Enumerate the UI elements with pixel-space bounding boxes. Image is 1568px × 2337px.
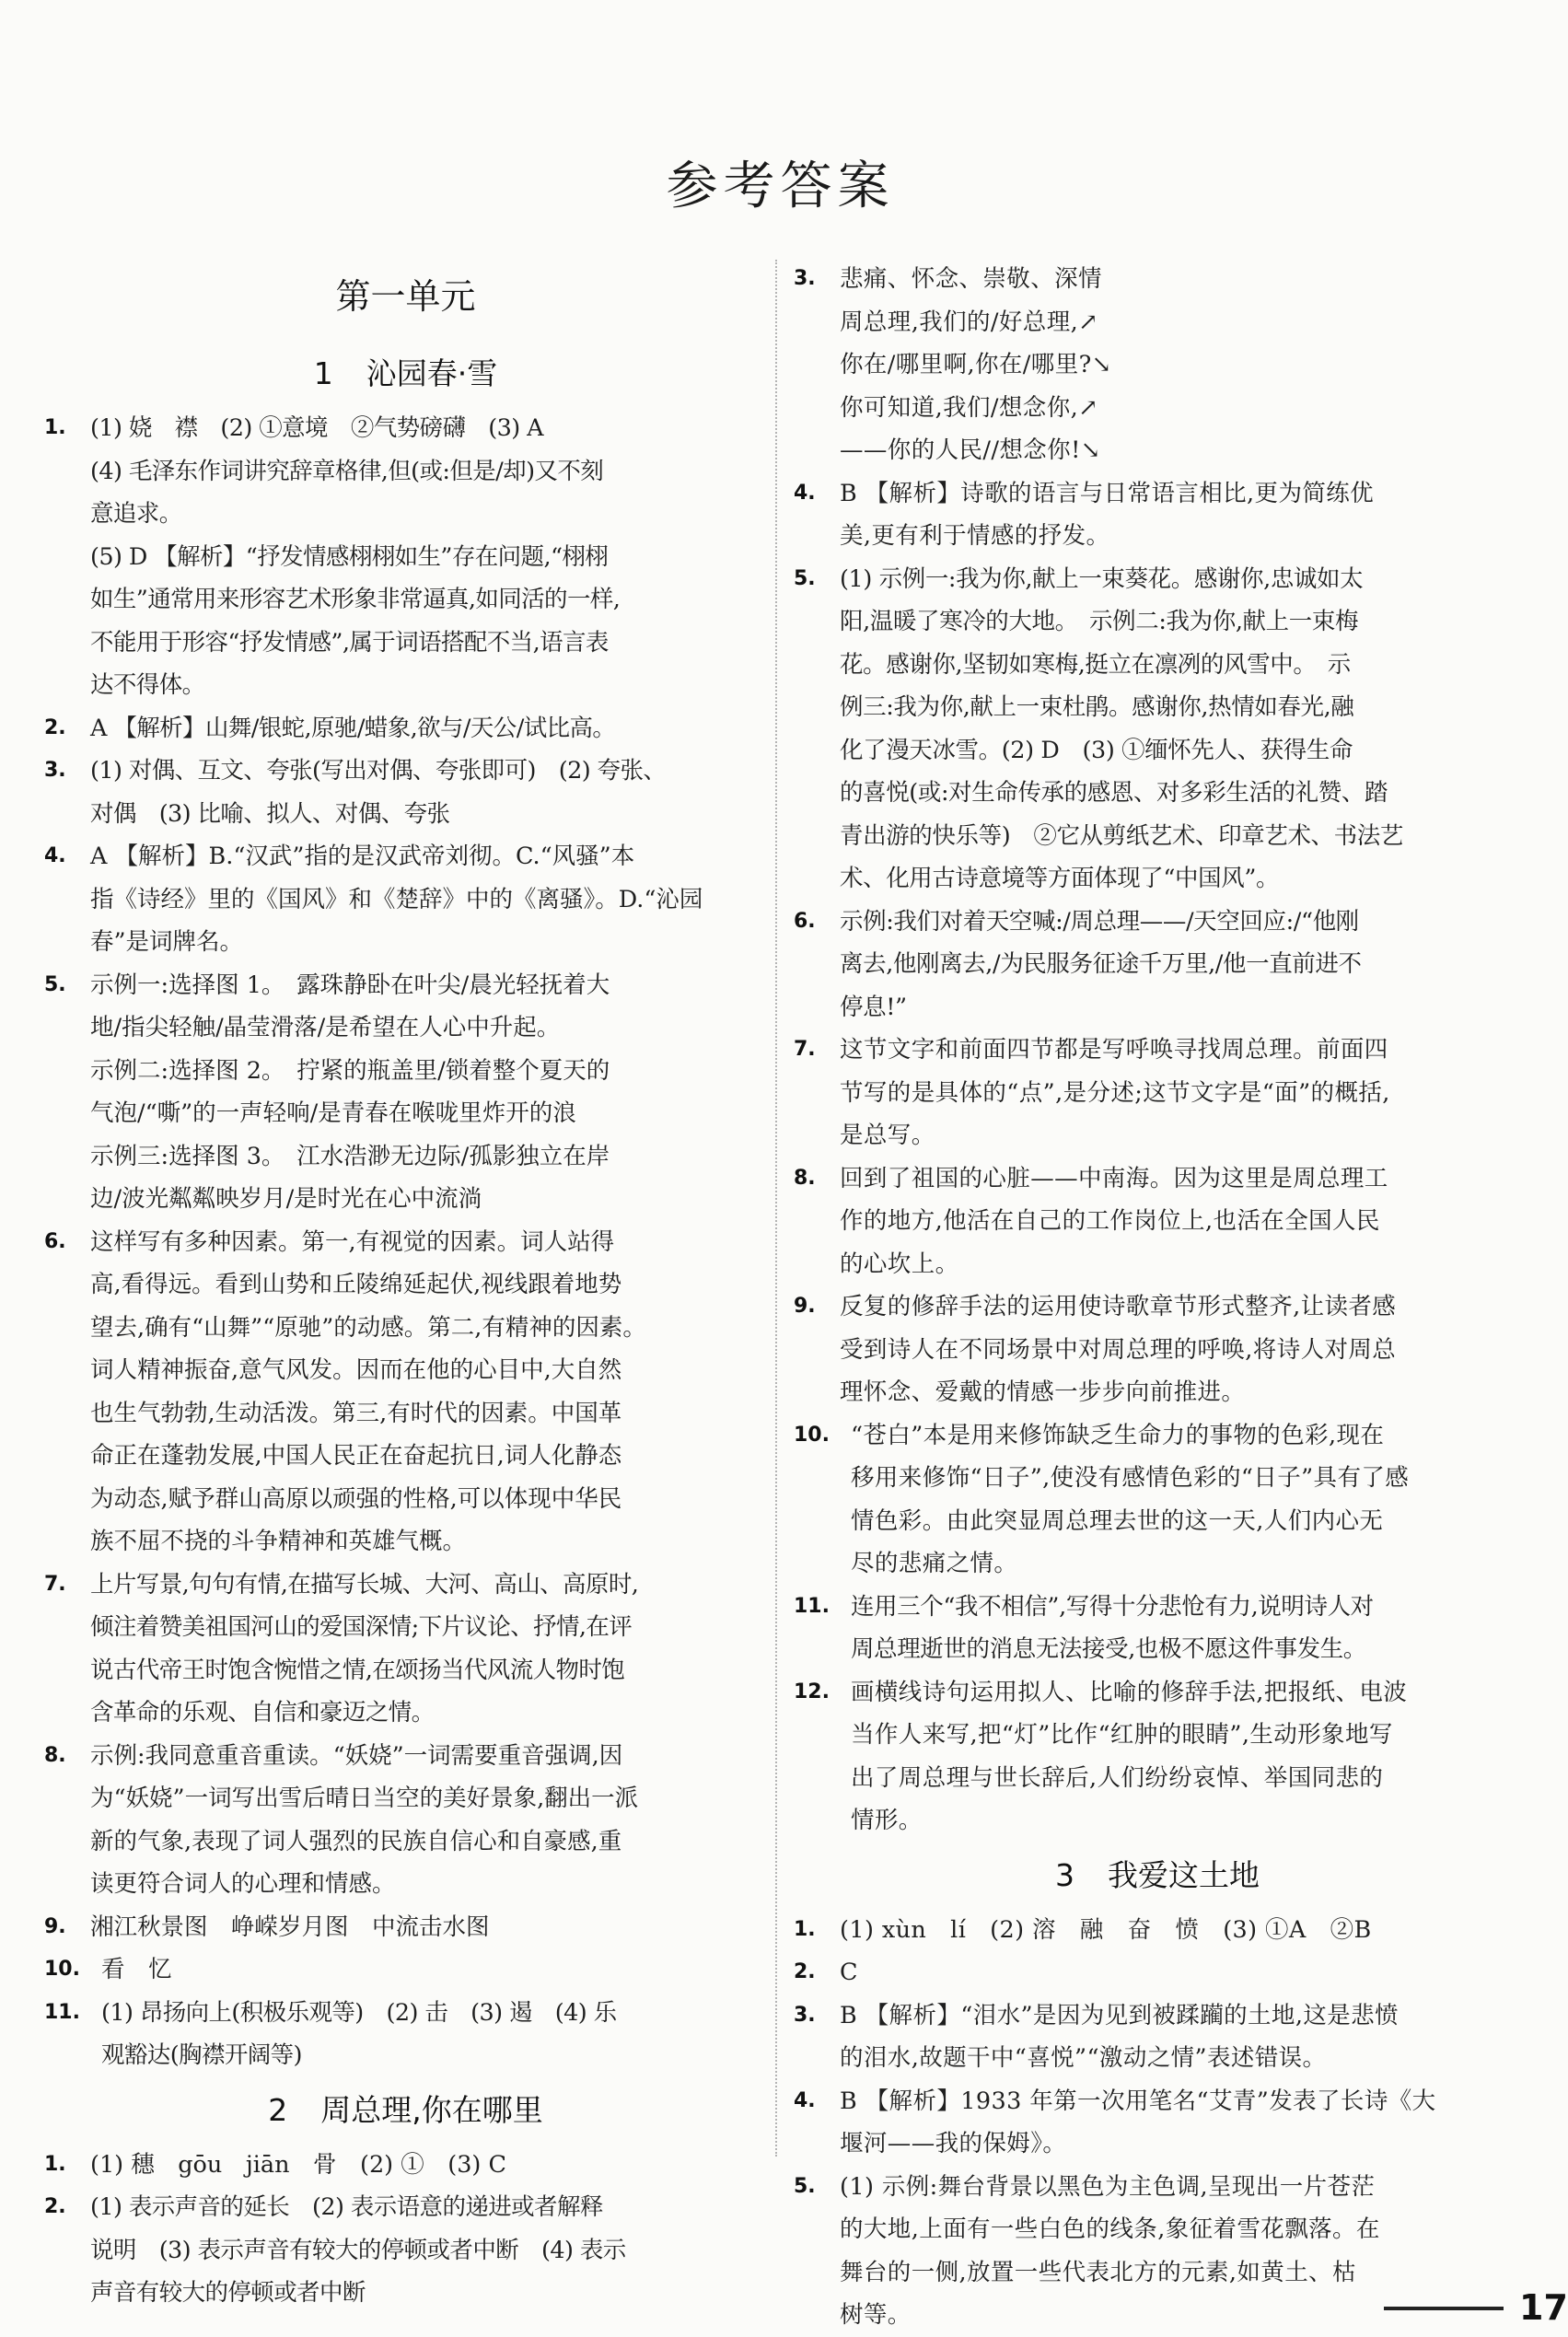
lesson-number: 3: [1055, 1856, 1074, 1893]
answer-item: [794, 558, 1521, 901]
answer-line: 你在/哪里啊,你在/哪里?↘: [840, 351, 1112, 378]
answer-text: [90, 1906, 767, 1949]
answer-line: 的泪水,故题干中“喜悦”“激动之情”表述错误。: [840, 2044, 1327, 2072]
answer-line: (1) 示例一:我为你,献上一束葵花。感谢你,忠诚如太: [840, 564, 1364, 593]
answer-line: 你可知道,我们/想念你,↗: [840, 393, 1098, 422]
answer-line: 如生”通常用来形容艺术形象非常逼真,如同活的一样,: [90, 586, 621, 613]
answer-line: 示例:我同意重音重读。“妖娆”一词需要重音强调,因: [90, 1741, 623, 1770]
answer-line: 为“妖娆”一词写出雪后晴日当空的美好景象,翻出一派: [90, 1785, 639, 1812]
answer-line: 命正在蓬勃发展,中国人民正在奋起抗日,词人化静态: [90, 1442, 622, 1470]
answer-text: [840, 1157, 1521, 1286]
answer-item: [44, 1564, 767, 1735]
answer-text: [840, 2166, 1521, 2337]
answer-text: [840, 558, 1521, 901]
page-number: 17: [1519, 2287, 1568, 2328]
answer-line: (4) 毛泽东作词讲究辞章格律,但(或:但是/却)又不刻: [90, 457, 604, 485]
answer-number: 3.: [794, 267, 816, 290]
answer-item: [44, 2186, 767, 2315]
answer-line: A 【解析】山舞/银蛇,原驰/蜡象,欲与/天公/试比高。: [90, 714, 616, 742]
answer-line: B 【解析】1933 年第一次用笔名“艾青”发表了长诗《大: [840, 2087, 1436, 2115]
answer-number: 1.: [44, 2152, 66, 2176]
answer-number: 3.: [44, 759, 66, 782]
answer-line: B 【解析】“泪水”是因为见到被蹂躏的土地,这是悲愤: [840, 2001, 1399, 2029]
answer-line: 停息!”: [840, 993, 907, 1021]
answer-line: ——你的人民//想念你!↘: [840, 436, 1101, 464]
answer-text: [90, 1735, 767, 1906]
answer-line: 上片写景,句句有情,在描写长城、大河、高山、高原时,: [90, 1570, 639, 1599]
answer-number: 2.: [44, 2195, 66, 2218]
answer-line: 美,更有利于情感的抒发。: [840, 522, 1110, 550]
answer-line: 示例:我们对着天空喊:/周总理——/天空回应:/“他刚: [840, 907, 1359, 936]
answer-line: 不能用于形容“抒发情感”,属于词语搭配不当,语言表: [90, 628, 609, 657]
answer-number: 1.: [44, 416, 66, 439]
answer-line: 化了漫天冰雪。(2) D (3) ①缅怀先人、获得生命: [840, 736, 1353, 764]
answer-item: [44, 2144, 767, 2187]
answer-number: 11.: [44, 2000, 80, 2024]
answer-line: 节写的是具体的“点”,是分述;这节文字是“面”的概括,: [840, 1078, 1390, 1107]
answer-number: 4.: [44, 844, 66, 867]
answer-text: [90, 835, 767, 964]
answer-line: 青出游的快乐等) ②它从剪纸艺术、印章艺术、书法艺: [840, 821, 1403, 850]
answer-line: 出了周总理与世长辞后,人们纷纷哀悼、举国同悲的: [851, 1763, 1384, 1792]
answer-item: [44, 1735, 767, 1906]
answer-text: [851, 1671, 1521, 1843]
answer-line: 尽的悲痛之情。: [851, 1550, 1018, 1577]
answer-item: [44, 1906, 767, 1949]
answer-item: [794, 1414, 1521, 1586]
answer-line: “苍白”本是用来修饰缺乏生命力的事物的色彩,现在: [851, 1421, 1385, 1449]
answer-line: 看 忆: [101, 1956, 172, 1983]
answer-item: [794, 1586, 1521, 1671]
answer-line: (1) 对偶、互文、夸张(写出对偶、夸张即可) (2) 夸张、: [90, 757, 667, 785]
answer-line: 族不屈不挠的斗争精神和英雄气概。: [90, 1528, 467, 1555]
answer-item: [794, 1157, 1521, 1286]
answer-line: 气泡/“嘶”的一声轻响/是青春在喉咙里炸开的浪: [90, 1099, 576, 1127]
answer-number: 3.: [794, 2003, 816, 2027]
answer-item: [44, 407, 767, 707]
answer-item: [44, 1221, 767, 1564]
answer-text: [90, 2144, 767, 2187]
answer-item: [44, 835, 767, 964]
answer-text: [90, 964, 767, 1221]
answer-line: 也生气勃勃,生动活泼。第三,有时代的因素。中国革: [90, 1399, 622, 1427]
answer-line: 堰河——我的保姆》。: [840, 2130, 1067, 2157]
answer-item: [794, 1951, 1521, 1994]
answer-line: 示例一:选择图 1。 露珠静卧在叶尖/晨光轻抚着大: [90, 971, 610, 999]
answer-text: [90, 1221, 767, 1564]
answer-item: [794, 901, 1521, 1029]
answer-item: [44, 964, 767, 1221]
answer-item: [794, 2080, 1521, 2166]
answer-line: 这节文字和前面四节都是写呼唤寻找周总理。前面四: [840, 1036, 1388, 1064]
answer-number: 4.: [794, 481, 816, 505]
answer-number: 2.: [44, 715, 66, 739]
answer-line: 地/指尖轻触/晶莹滑落/是希望在人心中升起。: [90, 1014, 561, 1041]
answer-line: 边/波光粼粼映岁月/是时光在心中流淌: [90, 1185, 482, 1213]
answer-item: [44, 750, 767, 835]
answer-line: 这样写有多种因素。第一,有视觉的因素。词人站得: [90, 1227, 615, 1256]
answer-item: [794, 1994, 1521, 2080]
answer-item: [794, 1671, 1521, 1843]
answer-text: [840, 1029, 1521, 1157]
answer-line: (1) 示例:舞台背景以黑色为主色调,呈现出一片苍茫: [840, 2172, 1376, 2201]
answer-line: 舞台的一侧,放置一些代表北方的元素,如黄土、枯: [840, 2258, 1356, 2286]
answer-line: 回到了祖国的心脏——中南海。因为这里是周总理工: [840, 1164, 1388, 1192]
column-divider: [775, 260, 777, 2157]
answer-text: [840, 1951, 1521, 1994]
answer-line: 示例二:选择图 2。 拧紧的瓶盖里/锁着整个夏天的: [90, 1056, 610, 1085]
answer-text: [840, 1909, 1521, 1952]
lesson-number: 1: [313, 355, 333, 391]
answer-text: [101, 1948, 767, 1992]
answer-text: [101, 1992, 767, 2077]
answer-text: [840, 258, 1521, 472]
answer-line: 指《诗经》里的《国风》和《楚辞》中的《离骚》。D.“沁园: [90, 885, 703, 913]
answer-line: 声音有较大的停顿或者中断: [90, 2279, 366, 2307]
answer-item: [44, 707, 767, 750]
answer-line: 新的气象,表现了词人强烈的民族自信心和自豪感,重: [90, 1827, 622, 1855]
answer-number: 4.: [794, 2088, 816, 2112]
answer-number: 8.: [794, 1166, 816, 1190]
lesson-1-title: [44, 341, 767, 407]
answer-line: 意追求。: [90, 500, 182, 528]
answer-line: 是总写。: [840, 1122, 935, 1149]
answer-line: (5) D 【解析】“抒发情感栩栩如生”存在问题,“栩栩: [90, 542, 609, 571]
answer-line: 阳,温暖了寒冷的大地。 示例二:我为你,献上一束梅: [840, 608, 1359, 635]
answer-text: [840, 1285, 1521, 1414]
answer-number: 5.: [794, 2174, 816, 2198]
lesson-name: 沁园春·雪: [366, 355, 498, 391]
answer-text: [90, 750, 767, 835]
answer-text: [90, 407, 767, 707]
answer-text: [840, 1994, 1521, 2080]
answer-line: B 【解析】诗歌的语言与日常语言相比,更为简练优: [840, 479, 1375, 507]
answer-line: 的心坎上。: [840, 1250, 959, 1278]
answer-line: 悲痛、怀念、崇敬、深情: [840, 265, 1102, 293]
answer-line: 周总理,我们的/好总理,↗: [840, 308, 1098, 336]
answer-number: 10.: [794, 1423, 830, 1447]
answer-line: 术、化用古诗意境等方面体现了“中国风”。: [840, 865, 1280, 892]
answer-line: 受到诗人在不同场景中对周总理的呼唤,将诗人对周总: [840, 1335, 1397, 1364]
answer-number: 1.: [794, 1917, 816, 1941]
answer-number: 8.: [44, 1743, 66, 1767]
answer-line: (1) 娆 襟 (2) ①意境 ②气势磅礴 (3) A: [90, 414, 543, 442]
answer-line: 高,看得远。看到山势和丘陵绵延起伏,视线跟着地势: [90, 1271, 622, 1298]
answer-line: 周总理逝世的消息无法接受,也极不愿这件事发生。: [851, 1635, 1366, 1663]
answer-text: [840, 901, 1521, 1029]
answer-line: 作的地方,他活在自己的工作岗位上,也活在全国人民: [840, 1207, 1380, 1235]
answer-line: 当作人来写,把“灯”比作“红肿的眼睛”,生动形象地写: [851, 1721, 1393, 1749]
answer-line: 例三:我为你,献上一束杜鹃。感谢你,热情如春光,融: [840, 693, 1354, 721]
answer-text: [90, 707, 767, 750]
answer-line: C: [840, 1959, 858, 1986]
answer-line: 离去,他刚离去,/为民服务征途千万里,/他一直前进不: [840, 950, 1362, 978]
answer-item: [44, 1948, 767, 1992]
answer-number: 9.: [794, 1295, 816, 1318]
answer-number: 7.: [44, 1572, 66, 1596]
answer-number: 2.: [794, 1960, 816, 1983]
unit-title: 第一单元: [335, 276, 476, 317]
answer-line: (1) 穗 gōu jiān 骨 (2) ① (3) C: [90, 2150, 506, 2179]
answer-line: 观豁达(胸襟开阔等): [101, 2041, 302, 2069]
answer-line: 的大地,上面有一些白色的线条,象征着雪花飘落。在: [840, 2215, 1380, 2243]
answer-line: 情形。: [851, 1807, 923, 1834]
lesson-name: 周总理,你在哪里: [320, 2091, 543, 2128]
right-column: [794, 258, 1521, 2337]
answer-line: 反复的修辞手法的运用使诗歌章节形式整齐,让读者感: [840, 1293, 1397, 1320]
answer-line: 示例三:选择图 3。 江水浩渺无边际/孤影独立在岸: [90, 1142, 610, 1170]
answer-number: 11.: [794, 1594, 830, 1618]
answer-line: 湘江秋景图 峥嵘岁月图 中流击水图: [90, 1913, 490, 1941]
lesson-2-title: [44, 2077, 767, 2144]
answer-line: 画横线诗句运用拟人、比喻的修辞手法,把报纸、电波: [851, 1678, 1408, 1706]
answer-line: 理怀念、爱戴的情感一步步向前推进。: [840, 1378, 1246, 1406]
answer-line: 为动态,赋予群山高原以顽强的性格,可以体现中华民: [90, 1484, 622, 1513]
answer-item: [794, 1285, 1521, 1414]
answer-line: 说明 (3) 表示声音有较大的停顿或者中断 (4) 表示: [90, 2236, 626, 2264]
answer-text: [840, 472, 1521, 558]
answer-line: 情色彩。由此突显周总理去世的这一天,人们内心无: [851, 1506, 1384, 1535]
left-column: [44, 258, 767, 2315]
answer-text: [851, 1586, 1521, 1671]
answer-text: [90, 2186, 767, 2315]
answer-number: 10.: [44, 1958, 80, 1981]
answer-line: (1) 表示声音的延长 (2) 表示语意的递进或者解释: [90, 2193, 603, 2221]
answer-number: 9.: [44, 1914, 66, 1938]
answer-line: 花。感谢你,坚韧如寒梅,挺立在凛冽的风雪中。 示: [840, 650, 1351, 679]
answer-line: A 【解析】B.“汉武”指的是汉武帝刘彻。C.“风骚”本: [90, 843, 635, 870]
page-title: 参考答案: [666, 157, 895, 216]
answer-line: 连用三个“我不相信”,写得十分悲怆有力,说明诗人对: [851, 1592, 1374, 1621]
answer-item: [44, 1992, 767, 2077]
answer-line: 望去,确有“山舞”“原驰”的动感。第二,有精神的因素。: [90, 1313, 646, 1342]
lesson-name: 我爱这土地: [1108, 1856, 1260, 1893]
answer-item: [794, 1909, 1521, 1952]
answer-number: 5.: [44, 972, 66, 996]
answer-number: 12.: [794, 1680, 830, 1703]
lesson-3-title: [794, 1843, 1521, 1909]
answer-item: [794, 258, 1521, 472]
answer-line: 对偶 (3) 比喻、拟人、对偶、夸张: [90, 799, 450, 828]
answer-line: 树等。: [840, 2301, 912, 2329]
lesson-number: 2: [268, 2091, 288, 2128]
answer-item: [794, 1029, 1521, 1157]
answer-line: 读更符合词人的心理和情感。: [90, 1870, 396, 1898]
answer-line: 含革命的乐观、自信和豪迈之情。: [90, 1699, 435, 1727]
answer-line: 倾注着赞美祖国河山的爱国深情;下片议论、抒情,在评: [90, 1613, 633, 1641]
answer-line: 词人精神振奋,意气风发。因而在他的心目中,大自然: [90, 1356, 622, 1384]
answer-line: 的喜悦(或:对生命传承的感恩、对多彩生活的礼赞、踏: [840, 779, 1388, 807]
answer-number: 7.: [794, 1038, 816, 1061]
answer-line: 达不得体。: [90, 671, 205, 699]
answer-number: 6.: [794, 909, 816, 933]
answer-line: 春”是词牌名。: [90, 928, 244, 956]
answer-number: 5.: [794, 566, 816, 590]
answer-line: 移用来修饰“日子”,使没有感情色彩的“日子”具有了感: [851, 1464, 1410, 1492]
answer-text: [851, 1414, 1521, 1586]
answer-line: (1) 昂扬向上(积极乐观等) (2) 击 (3) 遏 (4) 乐: [101, 1998, 617, 2027]
answer-item: [794, 472, 1521, 558]
page-number-rule: [1384, 2307, 1504, 2310]
answer-line: 说古代帝王时饱含惋惜之情,在颂扬当代风流人物时饱: [90, 1656, 625, 1684]
answer-number: 6.: [44, 1229, 66, 1253]
answer-line: (1) xùn lí (2) 溶 融 奋 愤 (3) ①A ②B: [840, 1915, 1372, 1944]
answer-text: [840, 2080, 1521, 2166]
answer-text: [90, 1564, 767, 1735]
answer-item: [794, 2166, 1521, 2337]
